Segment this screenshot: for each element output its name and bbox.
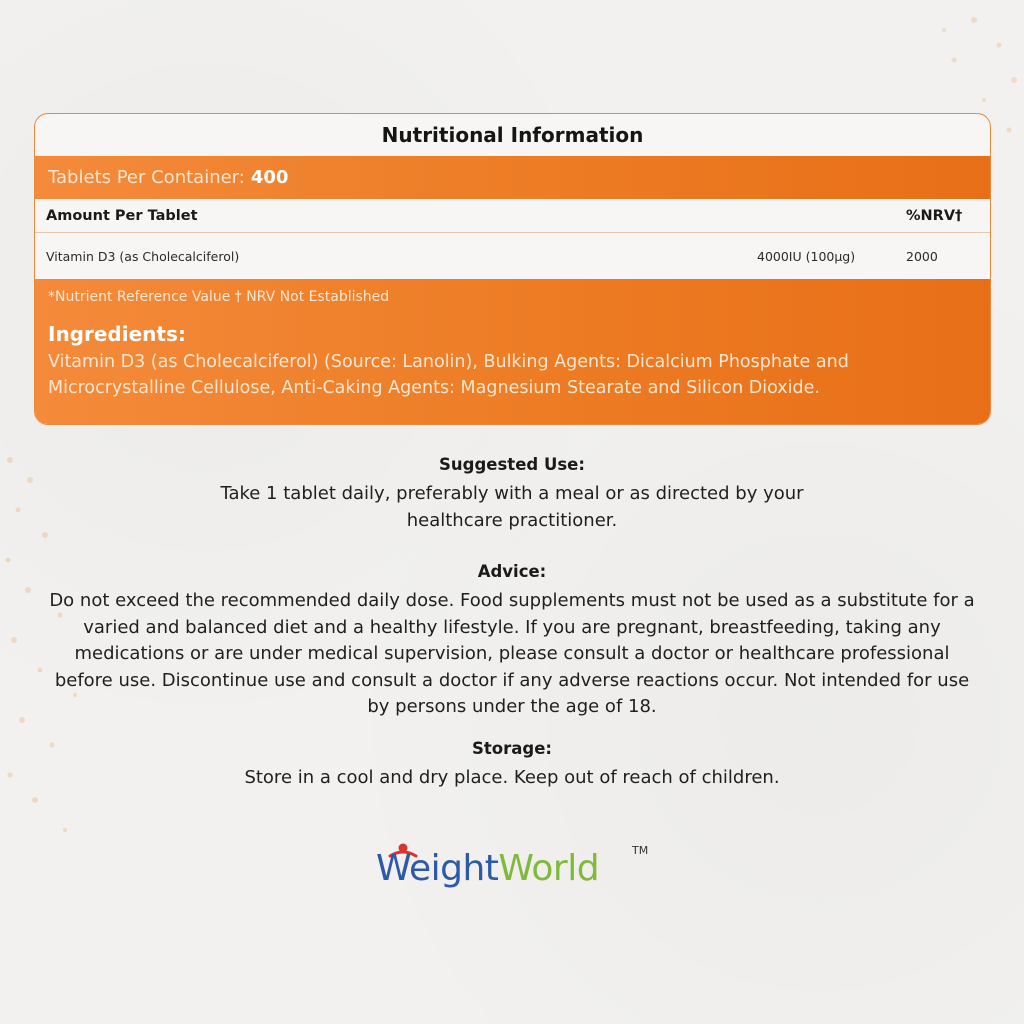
storage-title: Storage: (472, 739, 552, 758)
suggested-use-section (40, 453, 984, 534)
logo-wordmark (376, 848, 599, 889)
storage-text: Store in a cool and dry place. Keep out of reach of children. (244, 767, 780, 788)
storage-section (40, 737, 984, 792)
advice-section (40, 560, 984, 721)
logo-world: World (498, 848, 600, 889)
col-nrv-header: %NRV† (906, 207, 963, 224)
advice-title: Advice: (477, 562, 547, 581)
table-row (35, 233, 990, 279)
nutrition-panel (34, 113, 991, 425)
nutrient-amount: 4000IU (100µg) (757, 248, 856, 264)
trademark-mark: TM (632, 844, 649, 857)
ingredients-text: Vitamin D3 (as Cholecalciferol) (Source: Lanolin), Bulking Agents: Dicalcium Phosphate and Microcrystalline Cellulose, Anti-Caking Agents: Magnesium Stearate and Silicon Dioxide. (48, 352, 849, 398)
nutrient-name: Vitamin D3 (as Cholecalciferol) (46, 248, 240, 264)
tablets-per-container (35, 156, 990, 199)
nutrient-nrv: 2000 (906, 248, 938, 264)
suggested-use-title: Suggested Use: (439, 455, 585, 474)
nrv-footnote: *Nutrient Reference Value † NRV Not Established (35, 279, 990, 315)
weightworld-logo (376, 842, 666, 898)
ingredients-title: Ingredients: (48, 322, 186, 346)
col-amount-header: Amount Per Tablet (46, 207, 198, 224)
tablets-value: 400 (250, 167, 289, 188)
ingredients-block (35, 315, 990, 425)
tablets-label: Tablets Per Container: (48, 167, 245, 188)
table-header (35, 199, 990, 233)
logo-weight: Weight (376, 848, 499, 889)
nutrition-title: Nutritional Information (381, 123, 644, 147)
advice-text: Do not exceed the recommended daily dose. Food supplements must not be used as a substitute for a varied and balanced diet and a healthy lifestyle. If you are pregnant, breastfeeding, taking any medications or are under medical supervision, please consult a doctor or healthcare professional before use. Discontinue use and consult a doctor if any adverse reactions occur. Not intended for use by persons under the age of 18. (49, 590, 975, 717)
suggested-use-text: Take 1 tablet daily, preferably with a meal or as directed by your healthcare practitioner. (220, 483, 804, 531)
